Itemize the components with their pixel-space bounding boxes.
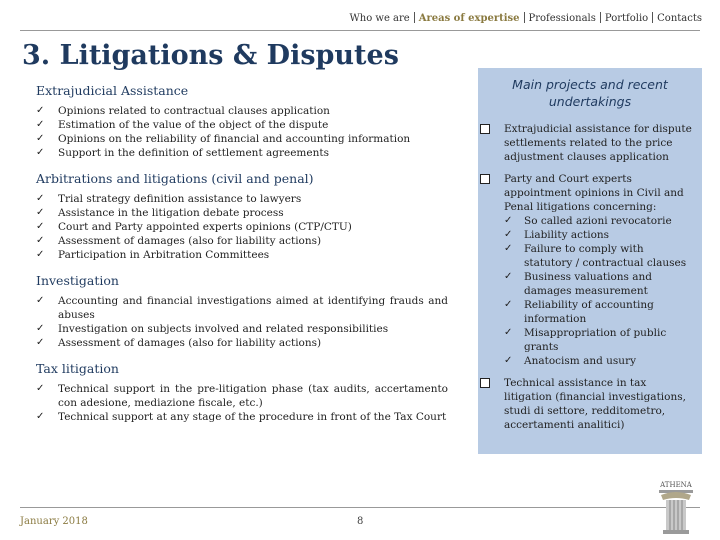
panel-subitem: ✓ Failure to comply with statutory / contractual clauses — [504, 242, 692, 270]
panel-item-text: Technical assistance in tax litigation (financial investigations, studi di settore, redditometro, accertamenti analitici) — [504, 377, 686, 431]
list-item: ✓ Assessment of damages (also for liability actions) — [36, 234, 448, 248]
nav-separator — [524, 12, 525, 23]
services-column — [36, 84, 448, 436]
panel-subitem: ✓ So called azioni revocatorie — [504, 214, 692, 228]
page-title: 3. Litigations & Disputes — [22, 40, 399, 71]
list-item: ✓ Technical support in the pre-litigation phase (tax audits, accertamento con adesione, mediazione fiscale, etc.) — [36, 382, 448, 410]
panel-item — [478, 376, 692, 432]
footer-date: January 2018 — [20, 516, 88, 527]
panel-item-text: Extrajudicial assistance for dispute settlements related to the price adjustment clauses application — [504, 123, 692, 163]
section-heading-extrajudicial: Extrajudicial Assistance — [36, 83, 189, 98]
logo-text: ATHENA — [660, 481, 692, 489]
nav-portfolio[interactable]: Portfolio — [604, 13, 649, 24]
list-item: ✓ Court and Party appointed experts opinions (CTP/CTU) — [36, 220, 448, 234]
top-divider — [20, 30, 700, 31]
list-item: ✓ Accounting and financial investigations aimed at identifying frauds and abuses — [36, 294, 448, 322]
list-item: ✓ Opinions on the reliability of financial and accounting information — [36, 132, 448, 146]
arbitrations-list — [36, 192, 448, 262]
panel-item-text: Party and Court experts appointment opinions in Civil and Penal litigations concerning: — [504, 173, 684, 213]
list-item: ✓ Investigation on subjects involved and related responsibilities — [36, 322, 448, 336]
panel-subitem: ✓ Liability actions — [504, 228, 692, 242]
investigation-list — [36, 294, 448, 350]
panel-item — [478, 122, 692, 164]
panel-subitem: ✓ Anatocism and usury — [504, 354, 692, 368]
athena-logo-icon — [656, 478, 696, 538]
list-item: ✓ Estimation of the value of the object of the dispute — [36, 118, 448, 132]
nav-professionals[interactable]: Professionals — [528, 13, 596, 24]
section-heading-arbitrations: Arbitrations and litigations (civil and penal) — [36, 171, 314, 186]
list-item: ✓ Participation in Arbitration Committees — [36, 248, 448, 262]
nav-who-we-are[interactable]: Who we are — [349, 13, 410, 24]
bottom-divider — [20, 507, 700, 508]
extrajudicial-list — [36, 104, 448, 160]
list-item: ✓ Technical support at any stage of the procedure in front of the Tax Court — [36, 410, 448, 424]
panel-subitem: ✓ Misappropriation of public grants — [504, 326, 692, 354]
checkbox-bullet-icon — [480, 124, 490, 134]
checkbox-bullet-icon — [480, 378, 490, 388]
panel-subitem: ✓ Business valuations and damages measurement — [504, 270, 692, 298]
list-item: ✓ Trial strategy definition assistance to lawyers — [36, 192, 448, 206]
section-heading-tax-litigation: Tax litigation — [36, 361, 119, 376]
panel-title: Main projects and recent undertakings — [512, 77, 668, 109]
page-number: 8 — [357, 516, 364, 527]
top-navigation — [349, 12, 702, 24]
panel-item — [478, 172, 692, 368]
section-heading-investigation: Investigation — [36, 273, 119, 288]
list-item: ✓ Assessment of damages (also for liability actions) — [36, 336, 448, 350]
list-item: ✓ Assistance in the litigation debate process — [36, 206, 448, 220]
panel-subitem: ✓ Reliability of accounting information — [504, 298, 692, 326]
nav-separator — [600, 12, 601, 23]
checkbox-bullet-icon — [480, 174, 490, 184]
panel-sublist — [504, 214, 692, 368]
projects-panel — [478, 68, 702, 454]
nav-separator — [414, 12, 415, 23]
nav-separator — [652, 12, 653, 23]
nav-areas-of-expertise[interactable]: Areas of expertise — [418, 13, 520, 24]
tax-litigation-list — [36, 382, 448, 424]
list-item: ✓ Opinions related to contractual clauses application — [36, 104, 448, 118]
list-item: ✓ Support in the definition of settlement agreements — [36, 146, 448, 160]
nav-contacts[interactable]: Contacts — [657, 13, 702, 24]
